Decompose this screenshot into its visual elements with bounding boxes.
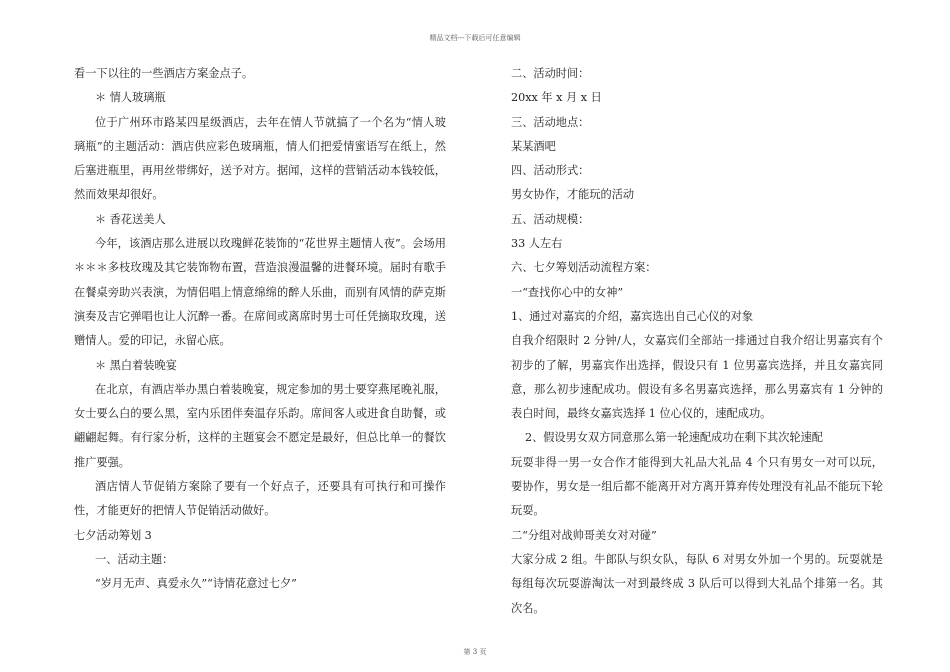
section-heading: 二、活动时间： (511, 67, 590, 80)
paragraph: 看一下以往的一些酒店方案金点子。 (74, 67, 254, 80)
paragraph: 玩耍非得一男一女合作才能得到大礼品大礼品 4 个只有男女一对可以玩，要协作，男女是一组后都不能离开对方离开算弃传处理没有礼品不能玩下轮玩耍。 (511, 455, 883, 518)
section-heading: ＊ 香花送美人 (95, 212, 166, 226)
paragraph: 酒店情人节促销方案除了要有一个好点子，还要具有可执行和可操作性，才能更好的把情人节促销活动做好。 (74, 480, 446, 518)
paragraph: 33 人左右 (511, 237, 563, 251)
right-column (511, 62, 883, 621)
section-heading: 四、活动形式： (511, 164, 590, 178)
paragraph: 20xx 年 x 月 x 日 (511, 91, 602, 105)
section-heading: ＊ 黑白着装晚宴 (95, 358, 177, 372)
paragraph: 1、通过对嘉宾的介绍，嘉宾选出自己心仪的对象 (511, 309, 754, 323)
section-title: 七夕活动筹划 3 (74, 528, 152, 542)
section-heading: 一“查找你心中的女神” (511, 285, 624, 299)
header-text: 精品文档---下载后可任意编辑 (429, 34, 521, 42)
section-heading: 六、七夕筹划活动流程方案： (511, 261, 657, 275)
paragraph: 位于广州环市路某四星级酒店，去年在情人节就搞了一个名为“情人玻璃瓶”的主题活动：酒店供应彩色玻璃瓶，情人们把爱情蜜语写在纸上，然后塞进瓶里，再用丝带绑好，送予对方。据闻，这样的营销活动本钱较低，然而效果却很好。 (74, 115, 446, 202)
section-heading: 一、活动主题： (95, 552, 174, 566)
paragraph: 自我介绍限时 2 分钟/人，女嘉宾们全部站一排通过自我介绍让男嘉宾有个初步的了解，男嘉宾作出选择，假设只有 1 位男嘉宾选择，并且女嘉宾同意，那么初步速配成功。假设有多名男嘉宾选择，那么男嘉宾有 1 分钟的表白时间，最终女嘉宾选择 1 位心仪的，速配成功。 (511, 334, 883, 421)
paragraph: 今年，该酒店那么进展以玫瑰鲜花装饰的“花世界主题情人夜”。会场用＊＊＊多枝玫瑰及其它装饰物布置，营造浪漫温馨的进餐环境。届时有歌手在餐桌旁助兴表演，为情侣唱上情意绵绵的醉人乐曲，而别有风情的萨克斯演奏及吉它弹唱也让人沉醉一番。在席间或离席时男士可任凭摘取玫瑰，送赠情人。爱的印记，永留心底。 (74, 237, 446, 348)
section-heading: ＊ 情人玻璃瓶 (95, 91, 166, 105)
section-heading: 三、活动地点： (511, 115, 590, 129)
left-column (74, 62, 446, 597)
paragraph: 在北京，有酒店举办黑白着装晚宴，规定参加的男士要穿燕尾晚礼服，女士要么白的要么黑，室内乐团伴奏温存乐韵。席间客人或进食自助餐，或翩翩起舞。有行家分析，这样的主题宴会不愿定是最好，但总比单一的餐饮推广要强。 (74, 382, 446, 469)
page-number: 第 3 页 (463, 648, 487, 656)
section-heading: 五、活动规模： (511, 212, 590, 226)
paragraph: 男女协作，才能玩的活动 (511, 188, 635, 202)
paragraph: 大家分成 2 组。牛郎队与织女队，每队 6 对男女外加一个男的。玩耍就是每组每次玩耍游淘汰一对到最终成 3 队后可以得到大礼品个排第一名。其次名。 (511, 552, 883, 615)
section-heading: 二“分组对战帅哥美女对对碰” (511, 528, 657, 542)
paragraph: 2、假设男女双方同意那么第一轮速配成功在剩下其次轮速配 (525, 431, 823, 445)
page-header (0, 34, 950, 43)
page-footer (0, 648, 950, 657)
paragraph: 某某酒吧 (511, 139, 556, 153)
paragraph: “岁月无声、真爱永久”“诗情花意过七夕” (95, 577, 297, 591)
